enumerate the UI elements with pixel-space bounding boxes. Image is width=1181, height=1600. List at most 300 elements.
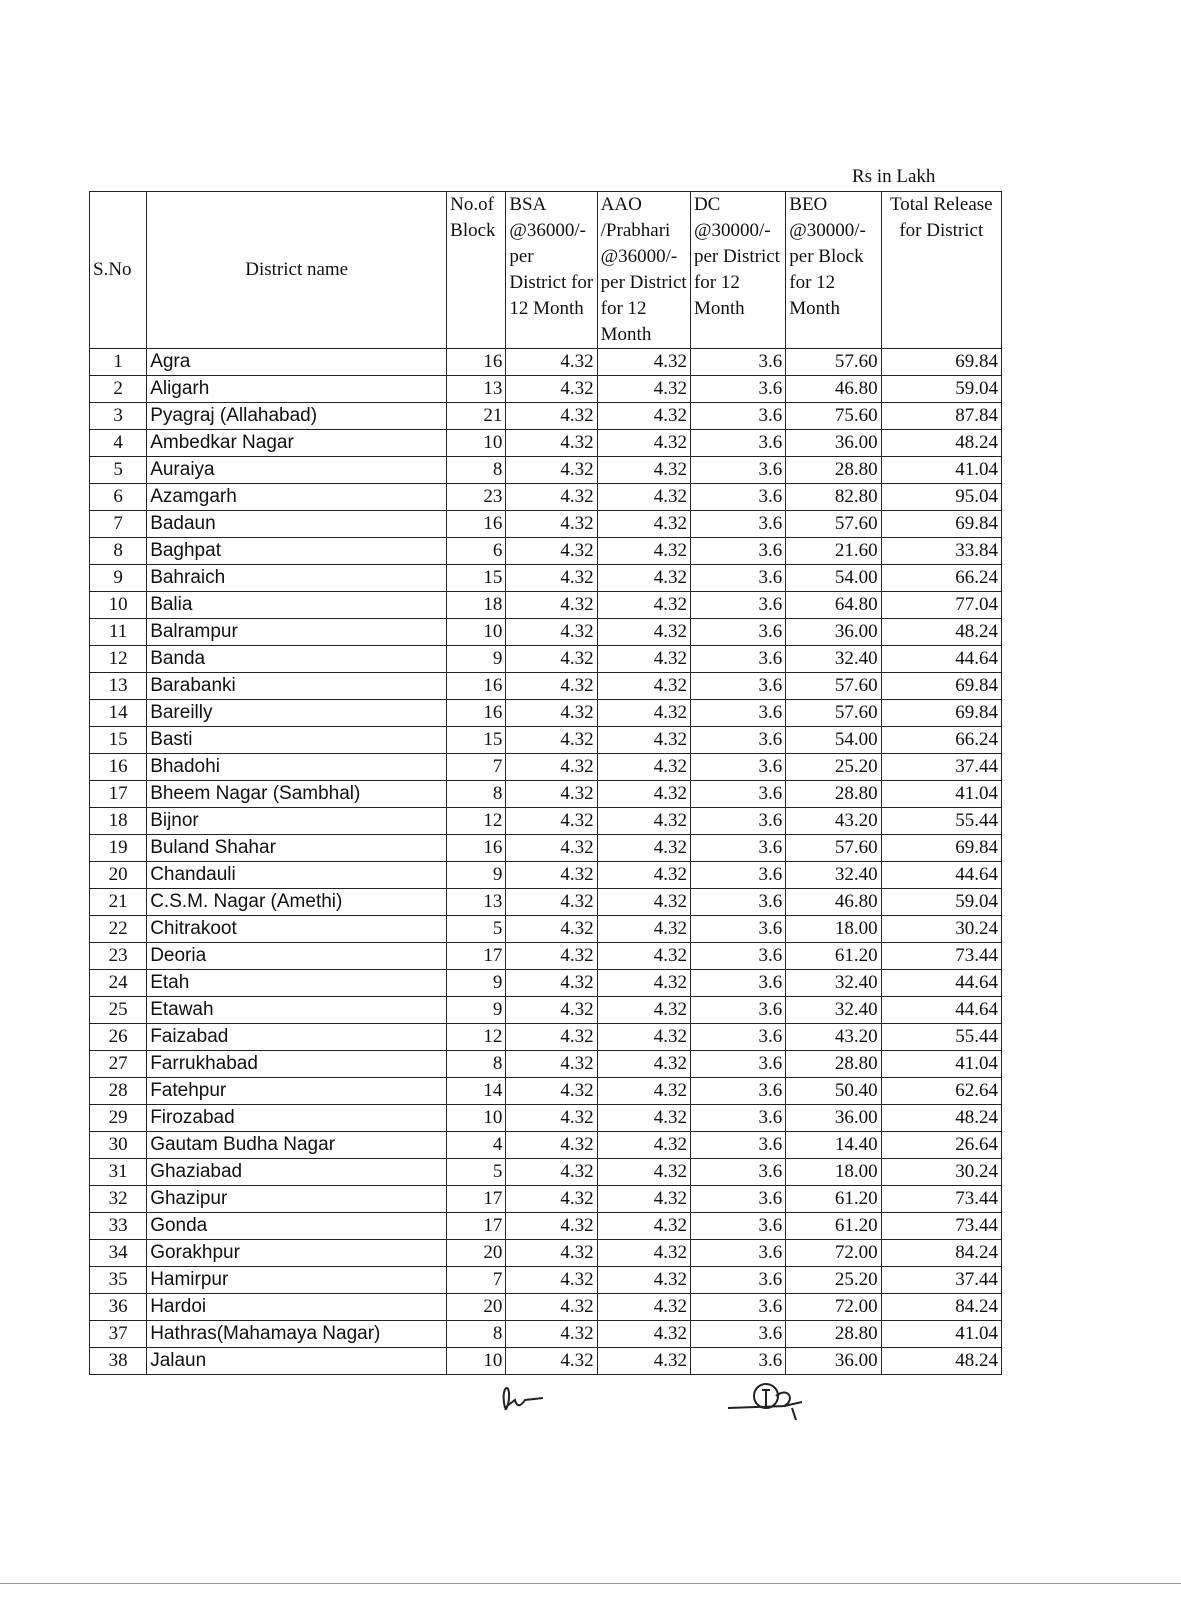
row-sno: 27 [90, 1051, 147, 1078]
row-district-name: Azamgarh [147, 484, 447, 511]
row-sno: 24 [90, 970, 147, 997]
row-aao: 4.32 [597, 349, 690, 376]
row-dc: 3.6 [690, 1105, 785, 1132]
table-body [90, 349, 1002, 1375]
row-beo: 57.60 [786, 511, 881, 538]
row-aao: 4.32 [597, 565, 690, 592]
table-row [90, 970, 1002, 997]
row-bsa: 4.32 [506, 1078, 597, 1105]
row-bsa: 4.32 [506, 1186, 597, 1213]
row-total: 69.84 [881, 673, 1001, 700]
table-row [90, 403, 1002, 430]
row-beo: 43.20 [786, 1024, 881, 1051]
row-sno: 6 [90, 484, 147, 511]
row-sno: 30 [90, 1132, 147, 1159]
row-district-name: Gonda [147, 1213, 447, 1240]
row-bsa: 4.32 [506, 403, 597, 430]
row-blocks: 20 [447, 1240, 506, 1267]
row-blocks: 12 [447, 808, 506, 835]
row-aao: 4.32 [597, 1267, 690, 1294]
row-beo: 32.40 [786, 997, 881, 1024]
row-beo: 36.00 [786, 1105, 881, 1132]
row-beo: 18.00 [786, 1159, 881, 1186]
row-district-name: Hathras(Mahamaya Nagar) [147, 1321, 447, 1348]
row-aao: 4.32 [597, 403, 690, 430]
row-dc: 3.6 [690, 376, 785, 403]
row-sno: 32 [90, 1186, 147, 1213]
row-total: 73.44 [881, 1213, 1001, 1240]
row-dc: 3.6 [690, 430, 785, 457]
row-blocks: 8 [447, 1051, 506, 1078]
row-district-name: Bijnor [147, 808, 447, 835]
row-blocks: 7 [447, 1267, 506, 1294]
row-aao: 4.32 [597, 673, 690, 700]
row-bsa: 4.32 [506, 376, 597, 403]
row-bsa: 4.32 [506, 1159, 597, 1186]
row-district-name: Aligarh [147, 376, 447, 403]
row-sno: 28 [90, 1078, 147, 1105]
row-district-name: Gorakhpur [147, 1240, 447, 1267]
row-district-name: Etah [147, 970, 447, 997]
row-beo: 46.80 [786, 376, 881, 403]
row-bsa: 4.32 [506, 889, 597, 916]
row-aao: 4.32 [597, 754, 690, 781]
row-bsa: 4.32 [506, 997, 597, 1024]
table-row [90, 565, 1002, 592]
table-row [90, 1105, 1002, 1132]
row-bsa: 4.32 [506, 1051, 597, 1078]
table-row [90, 1024, 1002, 1051]
row-bsa: 4.32 [506, 970, 597, 997]
row-aao: 4.32 [597, 619, 690, 646]
row-aao: 4.32 [597, 808, 690, 835]
row-total: 41.04 [881, 1321, 1001, 1348]
row-blocks: 17 [447, 1213, 506, 1240]
row-aao: 4.32 [597, 997, 690, 1024]
row-blocks: 18 [447, 592, 506, 619]
row-total: 48.24 [881, 1105, 1001, 1132]
row-district-name: Balia [147, 592, 447, 619]
header-total: Total Release for District [881, 192, 1001, 349]
row-blocks: 10 [447, 1105, 506, 1132]
row-sno: 31 [90, 1159, 147, 1186]
table-row [90, 943, 1002, 970]
row-total: 37.44 [881, 754, 1001, 781]
row-total: 62.64 [881, 1078, 1001, 1105]
row-sno: 33 [90, 1213, 147, 1240]
row-dc: 3.6 [690, 1240, 785, 1267]
row-sno: 26 [90, 1024, 147, 1051]
row-bsa: 4.32 [506, 1240, 597, 1267]
row-dc: 3.6 [690, 1348, 785, 1375]
row-total: 41.04 [881, 1051, 1001, 1078]
table-row [90, 1213, 1002, 1240]
row-dc: 3.6 [690, 1294, 785, 1321]
row-aao: 4.32 [597, 835, 690, 862]
header-row [90, 192, 1002, 349]
row-district-name: Basti [147, 727, 447, 754]
row-dc: 3.6 [690, 592, 785, 619]
row-blocks: 5 [447, 1159, 506, 1186]
row-blocks: 8 [447, 1321, 506, 1348]
row-dc: 3.6 [690, 1159, 785, 1186]
row-total: 69.84 [881, 835, 1001, 862]
row-sno: 37 [90, 1321, 147, 1348]
table-row [90, 1051, 1002, 1078]
row-sno: 17 [90, 781, 147, 808]
row-aao: 4.32 [597, 916, 690, 943]
row-aao: 4.32 [597, 889, 690, 916]
row-sno: 7 [90, 511, 147, 538]
row-aao: 4.32 [597, 1051, 690, 1078]
table-row [90, 727, 1002, 754]
row-dc: 3.6 [690, 754, 785, 781]
row-district-name: Chitrakoot [147, 916, 447, 943]
row-district-name: Baghpat [147, 538, 447, 565]
row-bsa: 4.32 [506, 943, 597, 970]
row-district-name: Ghaziabad [147, 1159, 447, 1186]
row-dc: 3.6 [690, 1267, 785, 1294]
row-beo: 25.20 [786, 1267, 881, 1294]
row-blocks: 13 [447, 376, 506, 403]
row-dc: 3.6 [690, 1132, 785, 1159]
row-district-name: Hamirpur [147, 1267, 447, 1294]
row-total: 48.24 [881, 619, 1001, 646]
row-sno: 21 [90, 889, 147, 916]
table-row [90, 700, 1002, 727]
row-sno: 38 [90, 1348, 147, 1375]
row-beo: 32.40 [786, 646, 881, 673]
row-total: 48.24 [881, 430, 1001, 457]
row-blocks: 10 [447, 1348, 506, 1375]
row-beo: 57.60 [786, 700, 881, 727]
row-dc: 3.6 [690, 862, 785, 889]
row-dc: 3.6 [690, 700, 785, 727]
row-sno: 25 [90, 997, 147, 1024]
row-bsa: 4.32 [506, 646, 597, 673]
row-sno: 19 [90, 835, 147, 862]
row-aao: 4.32 [597, 1321, 690, 1348]
row-beo: 75.60 [786, 403, 881, 430]
row-dc: 3.6 [690, 781, 785, 808]
row-aao: 4.32 [597, 1348, 690, 1375]
table-row [90, 646, 1002, 673]
table-row [90, 673, 1002, 700]
row-total: 44.64 [881, 646, 1001, 673]
row-total: 44.64 [881, 997, 1001, 1024]
row-bsa: 4.32 [506, 619, 597, 646]
signature-1-icon [495, 1378, 555, 1418]
table-row [90, 862, 1002, 889]
row-aao: 4.32 [597, 1159, 690, 1186]
row-sno: 36 [90, 1294, 147, 1321]
row-beo: 18.00 [786, 916, 881, 943]
row-district-name: Bareilly [147, 700, 447, 727]
row-aao: 4.32 [597, 592, 690, 619]
row-total: 84.24 [881, 1294, 1001, 1321]
row-beo: 57.60 [786, 673, 881, 700]
table-row [90, 376, 1002, 403]
row-beo: 72.00 [786, 1294, 881, 1321]
row-aao: 4.32 [597, 970, 690, 997]
row-total: 84.24 [881, 1240, 1001, 1267]
row-bsa: 4.32 [506, 565, 597, 592]
row-sno: 14 [90, 700, 147, 727]
row-sno: 16 [90, 754, 147, 781]
row-bsa: 4.32 [506, 754, 597, 781]
row-dc: 3.6 [690, 1186, 785, 1213]
row-blocks: 13 [447, 889, 506, 916]
row-dc: 3.6 [690, 943, 785, 970]
row-beo: 28.80 [786, 457, 881, 484]
row-aao: 4.32 [597, 727, 690, 754]
row-dc: 3.6 [690, 1213, 785, 1240]
row-sno: 13 [90, 673, 147, 700]
row-total: 41.04 [881, 457, 1001, 484]
row-sno: 8 [90, 538, 147, 565]
row-dc: 3.6 [690, 349, 785, 376]
row-district-name: Bahraich [147, 565, 447, 592]
row-sno: 4 [90, 430, 147, 457]
table-row [90, 430, 1002, 457]
row-dc: 3.6 [690, 403, 785, 430]
row-district-name: Fatehpur [147, 1078, 447, 1105]
row-beo: 36.00 [786, 619, 881, 646]
row-bsa: 4.32 [506, 1132, 597, 1159]
row-total: 44.64 [881, 862, 1001, 889]
row-blocks: 6 [447, 538, 506, 565]
signature-2-icon [726, 1376, 816, 1426]
row-beo: 72.00 [786, 1240, 881, 1267]
row-blocks: 17 [447, 943, 506, 970]
row-aao: 4.32 [597, 781, 690, 808]
row-aao: 4.32 [597, 1294, 690, 1321]
row-aao: 4.32 [597, 943, 690, 970]
row-district-name: C.S.M. Nagar (Amethi) [147, 889, 447, 916]
row-district-name: Banda [147, 646, 447, 673]
row-beo: 54.00 [786, 727, 881, 754]
table-row [90, 916, 1002, 943]
row-district-name: Bhadohi [147, 754, 447, 781]
row-beo: 50.40 [786, 1078, 881, 1105]
row-dc: 3.6 [690, 673, 785, 700]
row-dc: 3.6 [690, 457, 785, 484]
table-row [90, 484, 1002, 511]
table-row [90, 457, 1002, 484]
row-total: 69.84 [881, 511, 1001, 538]
row-total: 66.24 [881, 727, 1001, 754]
row-dc: 3.6 [690, 997, 785, 1024]
row-beo: 32.40 [786, 862, 881, 889]
row-sno: 34 [90, 1240, 147, 1267]
row-blocks: 17 [447, 1186, 506, 1213]
row-aao: 4.32 [597, 457, 690, 484]
row-blocks: 9 [447, 970, 506, 997]
row-dc: 3.6 [690, 808, 785, 835]
row-dc: 3.6 [690, 619, 785, 646]
row-blocks: 23 [447, 484, 506, 511]
row-sno: 10 [90, 592, 147, 619]
row-blocks: 16 [447, 700, 506, 727]
row-bsa: 4.32 [506, 484, 597, 511]
row-blocks: 8 [447, 457, 506, 484]
row-dc: 3.6 [690, 916, 785, 943]
row-blocks: 16 [447, 511, 506, 538]
row-total: 44.64 [881, 970, 1001, 997]
row-district-name: Badaun [147, 511, 447, 538]
row-bsa: 4.32 [506, 511, 597, 538]
row-district-name: Chandauli [147, 862, 447, 889]
row-dc: 3.6 [690, 511, 785, 538]
row-total: 77.04 [881, 592, 1001, 619]
row-aao: 4.32 [597, 376, 690, 403]
row-beo: 36.00 [786, 1348, 881, 1375]
row-bsa: 4.32 [506, 1294, 597, 1321]
row-total: 69.84 [881, 349, 1001, 376]
table-row [90, 754, 1002, 781]
header-dc: DC @30000/- per District for 12 Month [690, 192, 785, 349]
row-blocks: 12 [447, 1024, 506, 1051]
row-total: 59.04 [881, 376, 1001, 403]
row-aao: 4.32 [597, 1240, 690, 1267]
row-district-name: Pyagraj (Allahabad) [147, 403, 447, 430]
row-beo: 61.20 [786, 943, 881, 970]
row-sno: 18 [90, 808, 147, 835]
row-blocks: 7 [447, 754, 506, 781]
row-blocks: 9 [447, 862, 506, 889]
row-aao: 4.32 [597, 700, 690, 727]
row-dc: 3.6 [690, 484, 785, 511]
table-row [90, 808, 1002, 835]
table-row [90, 1132, 1002, 1159]
row-sno: 29 [90, 1105, 147, 1132]
row-bsa: 4.32 [506, 592, 597, 619]
header-aao: AAO /Prabhari @36000/- per District for 12 Month [597, 192, 690, 349]
row-beo: 61.20 [786, 1186, 881, 1213]
row-beo: 61.20 [786, 1213, 881, 1240]
table-row [90, 1348, 1002, 1375]
row-sno: 20 [90, 862, 147, 889]
row-bsa: 4.32 [506, 1267, 597, 1294]
row-total: 33.84 [881, 538, 1001, 565]
row-bsa: 4.32 [506, 1213, 597, 1240]
row-total: 69.84 [881, 700, 1001, 727]
row-dc: 3.6 [690, 565, 785, 592]
row-total: 41.04 [881, 781, 1001, 808]
row-district-name: Ambedkar Nagar [147, 430, 447, 457]
row-sno: 23 [90, 943, 147, 970]
row-district-name: Deoria [147, 943, 447, 970]
row-bsa: 4.32 [506, 781, 597, 808]
row-aao: 4.32 [597, 1186, 690, 1213]
row-aao: 4.32 [597, 1078, 690, 1105]
row-bsa: 4.32 [506, 538, 597, 565]
unit-label: Rs in Lakh [852, 166, 936, 187]
row-beo: 43.20 [786, 808, 881, 835]
table-row [90, 1294, 1002, 1321]
table-row [90, 1078, 1002, 1105]
row-beo: 28.80 [786, 1321, 881, 1348]
row-total: 48.24 [881, 1348, 1001, 1375]
row-total: 66.24 [881, 565, 1001, 592]
row-total: 26.64 [881, 1132, 1001, 1159]
row-bsa: 4.32 [506, 808, 597, 835]
row-blocks: 21 [447, 403, 506, 430]
row-blocks: 5 [447, 916, 506, 943]
table-row [90, 997, 1002, 1024]
row-district-name: Jalaun [147, 1348, 447, 1375]
row-aao: 4.32 [597, 430, 690, 457]
row-beo: 14.40 [786, 1132, 881, 1159]
row-dc: 3.6 [690, 970, 785, 997]
row-sno: 3 [90, 403, 147, 430]
row-beo: 82.80 [786, 484, 881, 511]
row-district-name: Barabanki [147, 673, 447, 700]
header-bsa: BSA @36000/- per District for 12 Month [506, 192, 597, 349]
table-row [90, 1267, 1002, 1294]
row-total: 95.04 [881, 484, 1001, 511]
row-dc: 3.6 [690, 1024, 785, 1051]
row-total: 73.44 [881, 1186, 1001, 1213]
row-beo: 46.80 [786, 889, 881, 916]
row-total: 30.24 [881, 916, 1001, 943]
table-row [90, 349, 1002, 376]
row-total: 59.04 [881, 889, 1001, 916]
row-beo: 54.00 [786, 565, 881, 592]
row-district-name: Faizabad [147, 1024, 447, 1051]
row-bsa: 4.32 [506, 673, 597, 700]
row-blocks: 16 [447, 349, 506, 376]
row-bsa: 4.32 [506, 916, 597, 943]
row-sno: 35 [90, 1267, 147, 1294]
row-aao: 4.32 [597, 1105, 690, 1132]
table-row [90, 538, 1002, 565]
row-sno: 12 [90, 646, 147, 673]
table-row [90, 1321, 1002, 1348]
row-beo: 57.60 [786, 835, 881, 862]
row-aao: 4.32 [597, 1024, 690, 1051]
district-release-table [89, 191, 1002, 1375]
row-district-name: Farrukhabad [147, 1051, 447, 1078]
row-beo: 28.80 [786, 781, 881, 808]
row-district-name: Gautam Budha Nagar [147, 1132, 447, 1159]
row-district-name: Hardoi [147, 1294, 447, 1321]
table-row [90, 835, 1002, 862]
row-total: 87.84 [881, 403, 1001, 430]
row-dc: 3.6 [690, 1051, 785, 1078]
table-row [90, 511, 1002, 538]
row-beo: 28.80 [786, 1051, 881, 1078]
row-bsa: 4.32 [506, 1105, 597, 1132]
table-row [90, 592, 1002, 619]
row-beo: 25.20 [786, 754, 881, 781]
table-row [90, 1240, 1002, 1267]
table-row [90, 1186, 1002, 1213]
row-aao: 4.32 [597, 538, 690, 565]
row-beo: 64.80 [786, 592, 881, 619]
row-blocks: 4 [447, 1132, 506, 1159]
row-bsa: 4.32 [506, 835, 597, 862]
row-bsa: 4.32 [506, 1321, 597, 1348]
row-aao: 4.32 [597, 484, 690, 511]
row-district-name: Etawah [147, 997, 447, 1024]
table-row [90, 619, 1002, 646]
row-blocks: 14 [447, 1078, 506, 1105]
page-footer-line [0, 1583, 1181, 1584]
row-beo: 57.60 [786, 349, 881, 376]
row-dc: 3.6 [690, 889, 785, 916]
row-aao: 4.32 [597, 646, 690, 673]
